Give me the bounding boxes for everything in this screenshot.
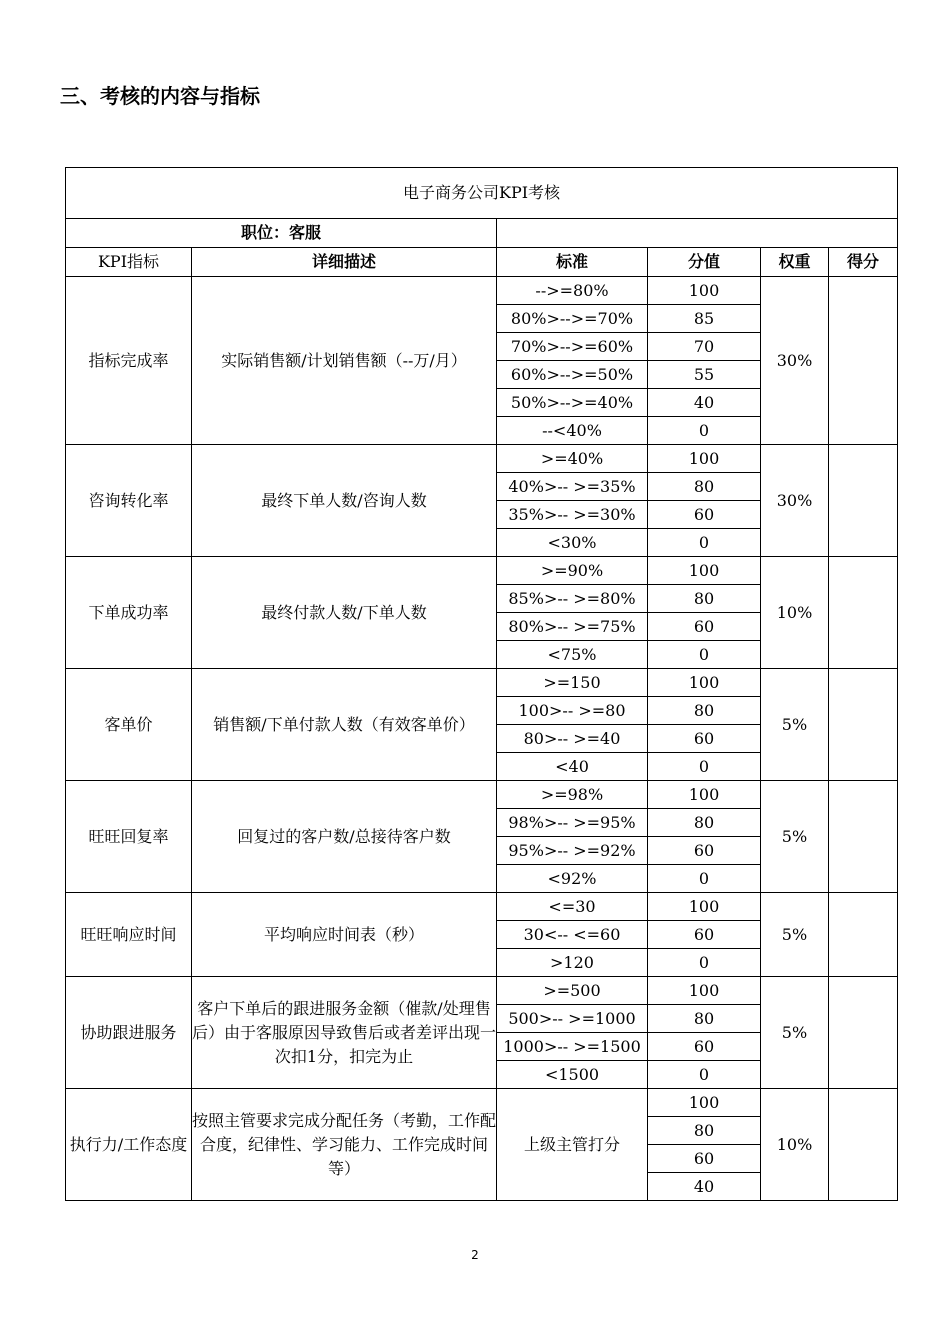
- kpi-standard-cell: 80%>-->=70%: [497, 305, 648, 333]
- table-title: 电子商务公司KPI考核: [66, 168, 898, 219]
- kpi-points-cell: 60: [648, 613, 761, 641]
- kpi-points-cell: 60: [648, 837, 761, 865]
- kpi-earned-cell[interactable]: [829, 1089, 898, 1201]
- kpi-points-cell: 100: [648, 445, 761, 473]
- kpi-standard-cell: 80>-- >=40: [497, 725, 648, 753]
- kpi-points-cell: 55: [648, 361, 761, 389]
- kpi-weight-cell: 10%: [761, 1089, 829, 1201]
- kpi-points-cell: 100: [648, 557, 761, 585]
- kpi-standard-cell: 80%>-- >=75%: [497, 613, 648, 641]
- kpi-weight-cell: 10%: [761, 557, 829, 669]
- kpi-description-cell: 销售额/下单付款人数（有效客单价）: [192, 669, 497, 781]
- kpi-standard-cell: --<40%: [497, 417, 648, 445]
- kpi-standard-cell: >=40%: [497, 445, 648, 473]
- header-points: 分值: [648, 248, 761, 277]
- kpi-standard-cell: 30<-- <=60: [497, 921, 648, 949]
- kpi-points-cell: 80: [648, 1117, 761, 1145]
- kpi-points-cell: 100: [648, 277, 761, 305]
- kpi-points-cell: 80: [648, 473, 761, 501]
- kpi-standard-cell: 50%>-->=40%: [497, 389, 648, 417]
- page-number: 2: [471, 1248, 479, 1262]
- header-description: 详细描述: [192, 248, 497, 277]
- header-weight: 权重: [761, 248, 829, 277]
- kpi-standard-cell: 35%>-- >=30%: [497, 501, 648, 529]
- kpi-standard-cell: >120: [497, 949, 648, 977]
- table-row: [66, 277, 898, 305]
- kpi-weight-cell: 5%: [761, 781, 829, 893]
- table-row: [66, 781, 898, 809]
- kpi-earned-cell[interactable]: [829, 893, 898, 977]
- kpi-points-cell: 0: [648, 1061, 761, 1089]
- kpi-points-cell: 85: [648, 305, 761, 333]
- kpi-standard-cell: >=150: [497, 669, 648, 697]
- kpi-points-cell: 60: [648, 1145, 761, 1173]
- kpi-points-cell: 60: [648, 921, 761, 949]
- kpi-name-cell: 执行力/工作态度: [66, 1089, 192, 1201]
- kpi-standard-cell: <30%: [497, 529, 648, 557]
- kpi-weight-cell: 30%: [761, 445, 829, 557]
- kpi-standard-cell: 95%>-- >=92%: [497, 837, 648, 865]
- kpi-points-cell: 70: [648, 333, 761, 361]
- kpi-standard-cell: 500>-- >=1000: [497, 1005, 648, 1033]
- table-row: [66, 669, 898, 697]
- kpi-standard-cell: <40: [497, 753, 648, 781]
- kpi-points-cell: 100: [648, 977, 761, 1005]
- kpi-standard-cell: 70%>-->=60%: [497, 333, 648, 361]
- kpi-points-cell: 60: [648, 725, 761, 753]
- kpi-description-cell: 客户下单后的跟进服务金额（催款/处理售后）由于客服原因导致售后或者差评出现一次扣1分，扣完为止: [192, 977, 497, 1089]
- kpi-weight-cell: 5%: [761, 893, 829, 977]
- kpi-standard-cell: 40%>-- >=35%: [497, 473, 648, 501]
- kpi-standard-cell: >=500: [497, 977, 648, 1005]
- kpi-points-cell: 80: [648, 585, 761, 613]
- kpi-description-cell: 回复过的客户数/总接待客户数: [192, 781, 497, 893]
- table-header-row: [66, 248, 898, 277]
- kpi-earned-cell[interactable]: [829, 557, 898, 669]
- table-row: [66, 977, 898, 1005]
- kpi-standard-cell: 上级主管打分: [497, 1089, 648, 1201]
- kpi-points-cell: 100: [648, 781, 761, 809]
- kpi-standard-cell: >=98%: [497, 781, 648, 809]
- table-row: [66, 557, 898, 585]
- kpi-name-cell: 旺旺回复率: [66, 781, 192, 893]
- kpi-points-cell: 80: [648, 809, 761, 837]
- header-kpi: KPI指标: [66, 248, 192, 277]
- kpi-earned-cell[interactable]: [829, 277, 898, 445]
- kpi-name-cell: 咨询转化率: [66, 445, 192, 557]
- kpi-weight-cell: 5%: [761, 977, 829, 1089]
- kpi-name-cell: 旺旺响应时间: [66, 893, 192, 977]
- kpi-description-cell: 按照主管要求完成分配任务（考勤，工作配合度，纪律性、学习能力、工作完成时间等）: [192, 1089, 497, 1201]
- kpi-points-cell: 60: [648, 501, 761, 529]
- kpi-earned-cell[interactable]: [829, 669, 898, 781]
- kpi-description-cell: 最终下单人数/咨询人数: [192, 445, 497, 557]
- kpi-weight-cell: 5%: [761, 669, 829, 781]
- kpi-points-cell: 100: [648, 669, 761, 697]
- kpi-points-cell: 40: [648, 1173, 761, 1201]
- kpi-name-cell: 客单价: [66, 669, 192, 781]
- kpi-points-cell: 0: [648, 753, 761, 781]
- kpi-standard-cell: -->=80%: [497, 277, 648, 305]
- kpi-standard-cell: <92%: [497, 865, 648, 893]
- kpi-earned-cell[interactable]: [829, 445, 898, 557]
- section-heading: 三、考核的内容与指标: [60, 84, 260, 108]
- kpi-standard-cell: <=30: [497, 893, 648, 921]
- kpi-points-cell: 60: [648, 1033, 761, 1061]
- kpi-points-cell: 40: [648, 389, 761, 417]
- kpi-points-cell: 100: [648, 893, 761, 921]
- kpi-standard-cell: 100>-- >=80: [497, 697, 648, 725]
- kpi-points-cell: 0: [648, 417, 761, 445]
- kpi-name-cell: 下单成功率: [66, 557, 192, 669]
- kpi-description-cell: 平均响应时间表（秒）: [192, 893, 497, 977]
- kpi-table: [65, 167, 898, 1201]
- kpi-points-cell: 0: [648, 641, 761, 669]
- kpi-weight-cell: 30%: [761, 277, 829, 445]
- position-label: 职位：客服: [66, 219, 497, 248]
- kpi-standard-cell: >=90%: [497, 557, 648, 585]
- kpi-points-cell: 80: [648, 1005, 761, 1033]
- position-empty-cell: [497, 219, 898, 248]
- kpi-standard-cell: 1000>-- >=1500: [497, 1033, 648, 1061]
- kpi-name-cell: 指标完成率: [66, 277, 192, 445]
- kpi-points-cell: 80: [648, 697, 761, 725]
- kpi-standard-cell: 98%>-- >=95%: [497, 809, 648, 837]
- header-earned: 得分: [829, 248, 898, 277]
- kpi-standard-cell: <1500: [497, 1061, 648, 1089]
- table-row: [66, 1089, 898, 1117]
- table-row: [66, 445, 898, 473]
- kpi-earned-cell[interactable]: [829, 977, 898, 1089]
- kpi-description-cell: 实际销售额/计划销售额（--万/月）: [192, 277, 497, 445]
- kpi-points-cell: 0: [648, 865, 761, 893]
- kpi-earned-cell[interactable]: [829, 781, 898, 893]
- kpi-standard-cell: <75%: [497, 641, 648, 669]
- kpi-description-cell: 最终付款人数/下单人数: [192, 557, 497, 669]
- header-standard: 标准: [497, 248, 648, 277]
- kpi-standard-cell: 60%>-->=50%: [497, 361, 648, 389]
- kpi-points-cell: 0: [648, 949, 761, 977]
- table-row: [66, 893, 898, 921]
- kpi-points-cell: 100: [648, 1089, 761, 1117]
- kpi-standard-cell: 85%>-- >=80%: [497, 585, 648, 613]
- kpi-points-cell: 0: [648, 529, 761, 557]
- kpi-name-cell: 协助跟进服务: [66, 977, 192, 1089]
